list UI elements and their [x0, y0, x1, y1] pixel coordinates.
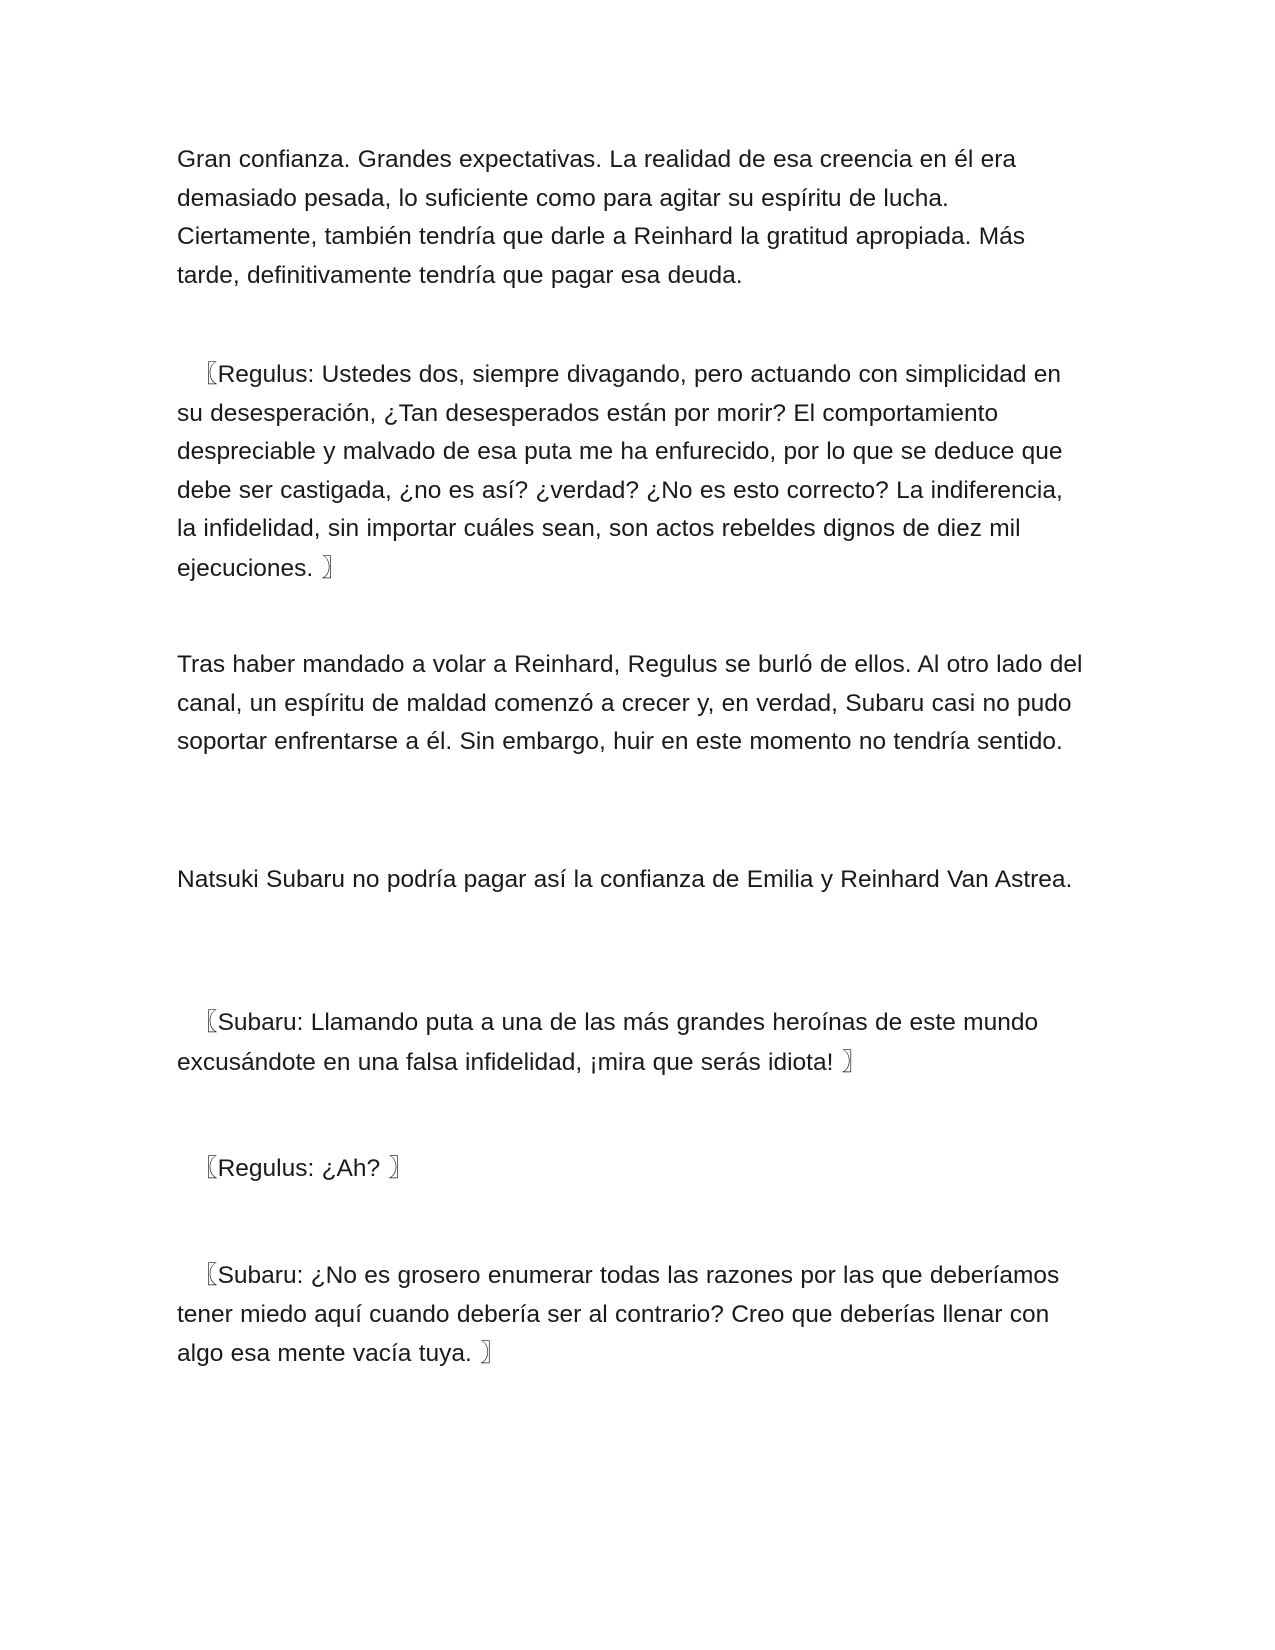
- dialogue-paragraph-regulus: [177, 1149, 1087, 1189]
- narration-paragraph: [177, 646, 1087, 762]
- dialogue-paragraph-subaru: [177, 1003, 1087, 1082]
- open-bracket: 〖: [177, 1007, 218, 1036]
- open-bracket: 〖: [177, 1260, 218, 1289]
- close-bracket: 〗: [313, 552, 346, 582]
- paragraph-text: Gran confianza. Grandes expectativas. La realidad de esa creencia en él era demasiado pesada, lo suficiente como para agitar su espíritu de lucha. Ciertamente, también tendría que darle a Reinhard la gratitud apropiada. Más tarde, definitivamente tendría que pagar esa deuda.: [177, 146, 1026, 289]
- close-bracket: 〗: [833, 1046, 867, 1076]
- open-bracket: 〖: [177, 359, 218, 388]
- dialogue-paragraph-regulus: [177, 355, 1087, 588]
- paragraph-text: Natsuki Subaru no podría pagar así la confianza de Emilia y Reinhard Van Astrea.: [177, 866, 1073, 893]
- dialogue-text: Regulus: ¿Ah?: [217, 1155, 381, 1182]
- dialogue-text: Subaru: Llamando puta a una de las más grandes heroínas de este mundo excusándote en una falsa infidelidad, ¡mira que serás idiota!: [177, 1009, 1039, 1076]
- dialogue-text: Regulus: Ustedes dos, siempre divagando, pero actuando con simplicidad en su desesperación, ¿Tan desesperados están por morir? El comportamiento despreciable y malvado de esa puta me ha enfurecido, por lo que se deduce que debe ser castigada, ¿no es así? ¿verdad? ¿No es esto correcto? La indiferencia, la infidelidad, sin importar cuáles sean, son actos rebeldes dignos de diez mil ejecuciones.: [177, 361, 1063, 582]
- paragraph-text: Tras haber mandado a volar a Reinhard, Regulus se burló de ellos. Al otro lado del canal, un espíritu de maldad comenzó a crecer y, en verdad, Subaru casi no pudo soportar enfrentarse a él. Sin embargo, huir en este momento no tendría sentido.: [177, 651, 1083, 755]
- open-bracket: 〖: [177, 1153, 218, 1182]
- narration-paragraph: [177, 141, 1087, 295]
- close-bracket: 〗: [471, 1338, 505, 1367]
- dialogue-text: Subaru: ¿No es grosero enumerar todas las razones por las que deberíamos tener miedo aquí cuando debería ser al contrario? Creo que deberías llenar con algo esa mente vacía tuya.: [177, 1262, 1060, 1367]
- close-bracket: 〗: [380, 1153, 413, 1182]
- narration-paragraph: [177, 861, 1087, 900]
- dialogue-paragraph-subaru: [177, 1256, 1087, 1374]
